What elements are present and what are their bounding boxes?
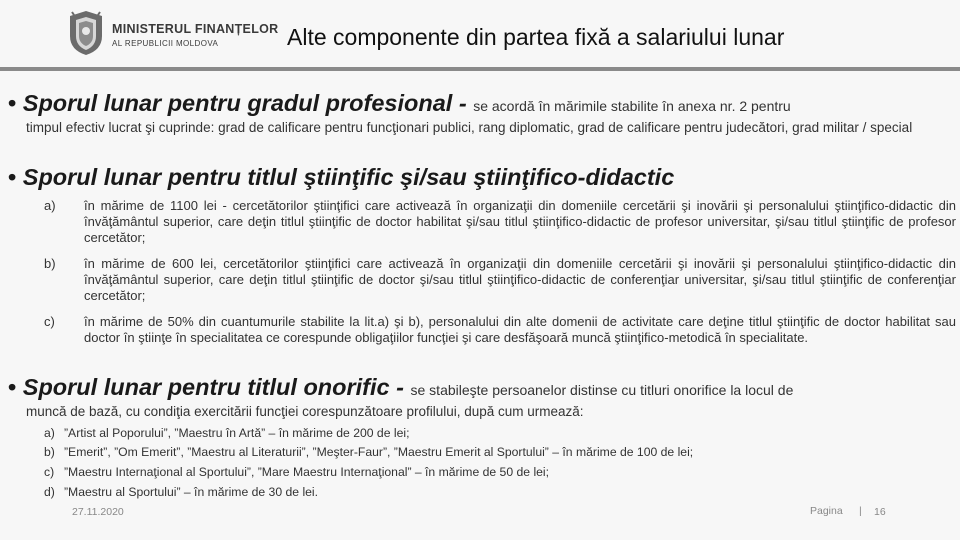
footer-separator: | (859, 505, 862, 517)
list-item-text: în mărime de 600 lei, cercetătorilor ştiinţifici care activează în organizaţii din domeniile cercetării şi inovării şi personalului ştiinţifico-didactic din învăţământul superior, care deţin titlul ştiinţific de doctor şi/sau titlul ştiinţifico-didactic de conferenţiar universitar, şi/sau titlul ştiinţific de conferenţiar cercetător; (84, 256, 956, 303)
list-item-letter: a) (44, 198, 56, 213)
footer-page-label: Pagina (810, 505, 843, 517)
list-item-text: ”Maestru Internaţional al Sportului”, ”Mare Maestru Internaţional” – în mărime de 50 de lei; (64, 465, 550, 479)
list-item-text: în mărime de 50% din cuantumurile stabilite la lit.a) şi b), personalului din alte domenii de activitate care deţine titlul ştiinţific de doctor habilitat sau doctor în ştiinţe în specialitatea ce corespunde obligaţiilor funcţiei şi care desfăşoară muncă ştiinţifico-metodică în specialitate. (84, 314, 956, 345)
list-item-letter: a) (44, 426, 55, 440)
heading-text: Sporul lunar pentru titlul onorific (22, 374, 390, 400)
heading-text: Sporul lunar pentru titlul ştiinţific şi/sau ştiinţifico-didactic (22, 164, 675, 190)
logo-subtitle: AL REPUBLICII MOLDOVA (112, 39, 219, 48)
slide-header (0, 0, 960, 70)
list-item-letter: d) (44, 485, 55, 499)
section-body-honorary-title: muncă de bază, cu condiţia exercitării funcţiei corespunzătoare profilului, după cum urmează: (26, 404, 584, 419)
section-heading-honorary-title (8, 374, 793, 401)
list-item-text: ”Emerit”, ”Om Emerit”, ”Maestru al Literaturii”, ”Meşter-Faur”, ”Maestru Emerit al Sportului” – în mărime de 100 de lei; (64, 445, 694, 459)
ministry-logo (62, 8, 312, 58)
list-item-text: ”Artist al Poporului”, ”Maestru în Artă” – în mărime de 200 de lei; (64, 426, 410, 440)
list-item-letter: c) (44, 465, 55, 479)
list-item-letter: c) (44, 314, 55, 329)
heading-dash: - (389, 374, 411, 400)
list-item-text: ”Maestru al Sportului” – în mărime de 30 de lei. (64, 485, 319, 499)
section-heading-scientific-title (8, 164, 674, 191)
footer-page-number: 16 (874, 506, 886, 518)
bullet: • (8, 90, 17, 116)
page-title: Alte componente din partea fixă a salariului lunar (287, 24, 785, 50)
section-heading-professional-grade (8, 90, 791, 117)
heading-lead: se acordă în mărimile stabilite în anexa nr. 2 pentru (473, 98, 791, 114)
bullet: • (8, 374, 17, 400)
heading-lead: se stabileşte persoanelor distinse cu titluri onorifice la locul de (410, 382, 794, 398)
list-item-letter: b) (44, 256, 56, 271)
footer-date: 27.11.2020 (72, 506, 124, 518)
heading-text: Sporul lunar pentru gradul profesional (22, 90, 453, 116)
list-item-text: în mărime de 1100 lei - cercetătorilor ştiinţifici care activează în organizaţii din domeniile cercetării şi inovării şi personalului ştiinţifico-didactic din învăţământul superior, care deţin titlul ştiinţific de doctor habilitat şi/sau titlul ştiinţifico-didactic de profesor universitar, şi/sau titlul ştiinţific de profesor cercetător; (84, 198, 956, 245)
coat-of-arms-icon (66, 10, 106, 56)
bullet: • (8, 164, 17, 190)
header-divider (0, 67, 960, 71)
logo-title: MINISTERUL FINANȚELOR (112, 22, 279, 36)
list-item-letter: b) (44, 445, 55, 459)
section-body-professional-grade: timpul efectiv lucrat şi cuprinde: grad de calificare pentru funcţionari publici, rang diplomatic, grad de calificare pentru judecători, grad militar / special (26, 120, 913, 135)
heading-dash: - (452, 90, 474, 116)
